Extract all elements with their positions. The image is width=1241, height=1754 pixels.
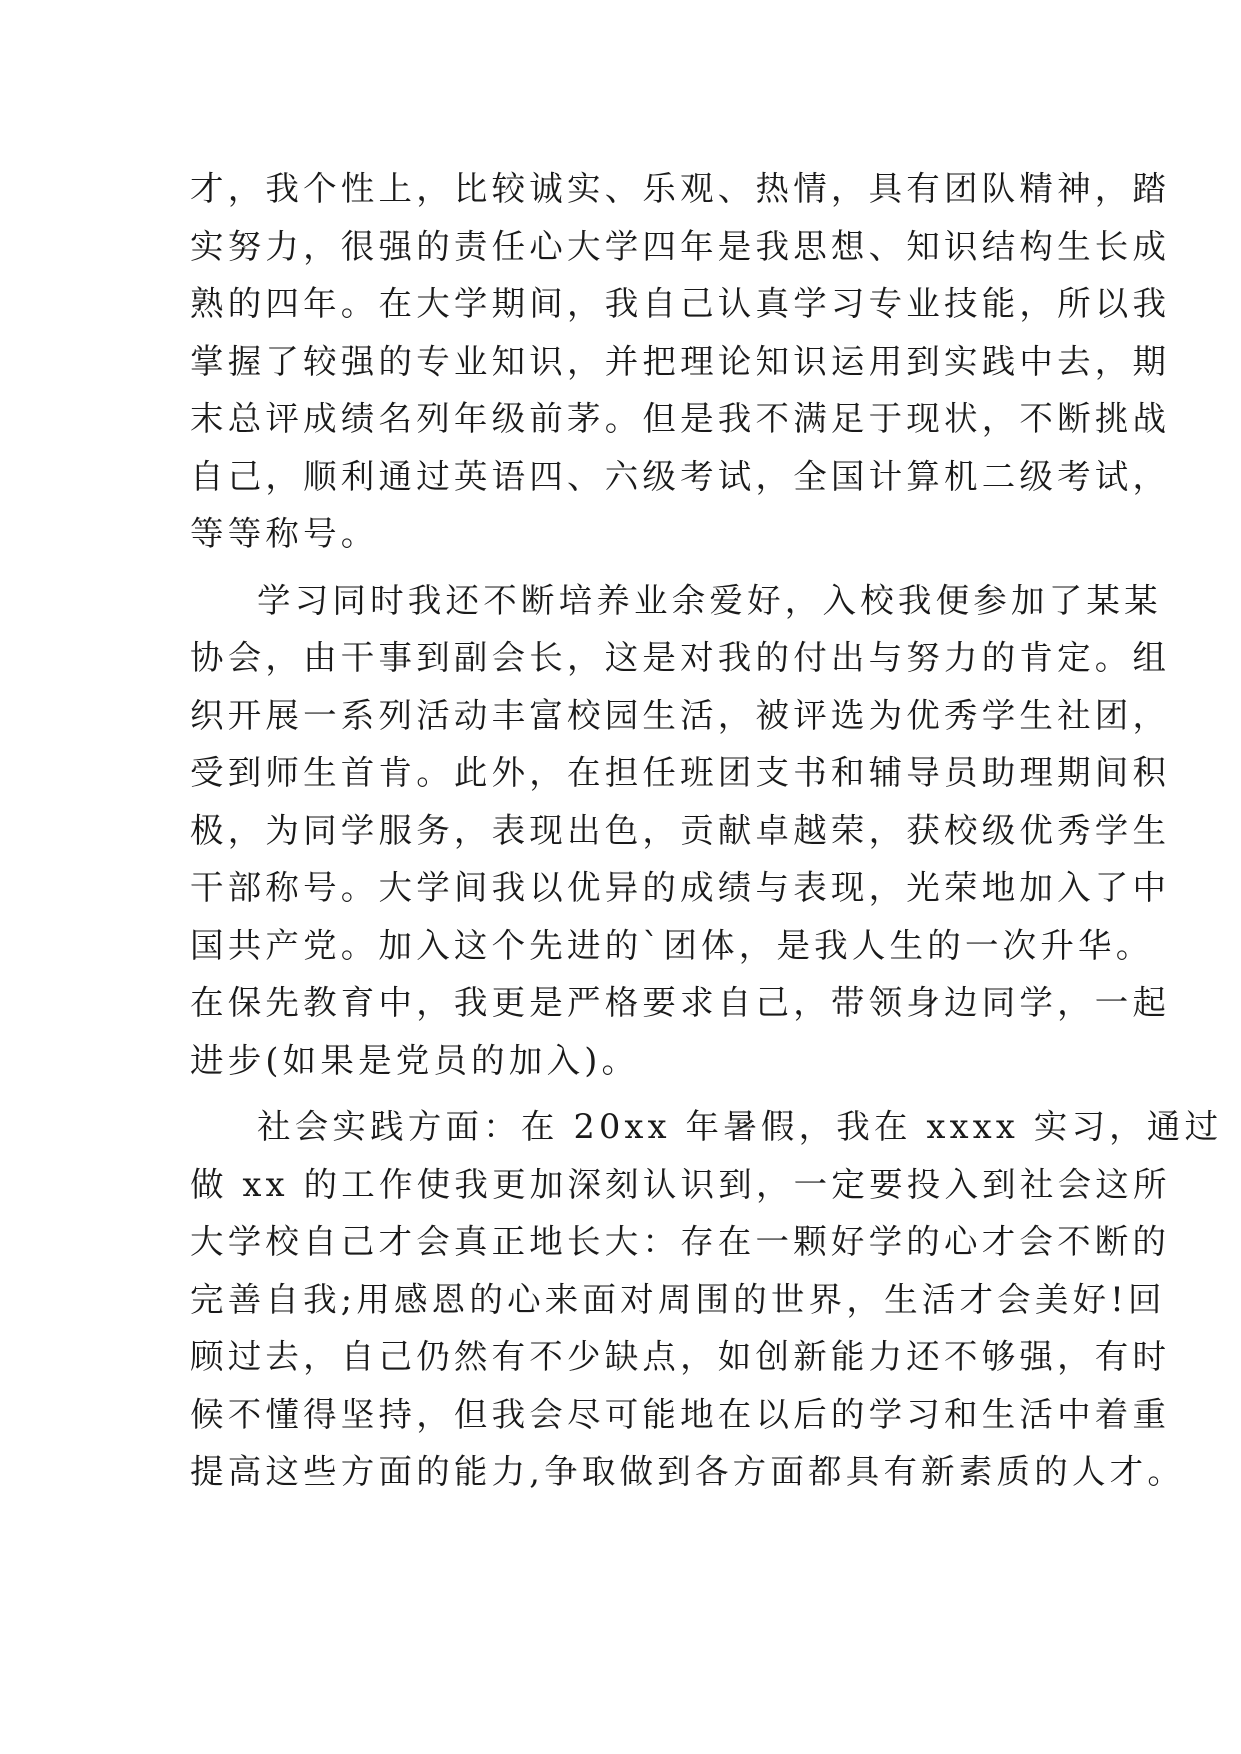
text-line: 受到师生首肯。此外，在担任班团支书和辅导员助理期间积 xyxy=(190,753,1171,792)
text-line: 顾过去，自己仍然有不少缺点，如创新能力还不够强，有时 xyxy=(190,1337,1171,1376)
text-line: 掌握了较强的专业知识，并把理论知识运用到实践中去，期 xyxy=(190,341,1171,381)
text-line: 国共产党。加入这个先进的`团体，是我人生的一次升华。 xyxy=(190,925,1154,965)
text-line: 完善自我;用感恩的心来面对周围的世界，生活才会美好!回 xyxy=(190,1279,1166,1319)
text-line: 社会实践方面：在 20xx 年暑假，我在 xxxx 实习，通过 xyxy=(257,1107,1223,1146)
text-line: 末总评成绩名列年级前茅。但是我不满足于现状，不断挑战 xyxy=(190,399,1171,438)
text-line: 学习同时我还不断培养业余爱好，入校我便参加了某某 xyxy=(257,580,1162,620)
text-line: 极，为同学服务，表现出色，贡献卓越荣，获校级优秀学生 xyxy=(190,810,1171,850)
text-line: 在保先教育中，我更是严格要求自己，带领身边同学，一起 xyxy=(190,983,1171,1022)
text-line: 做 xx 的工作使我更加深刻认识到，一定要投入到社会这所 xyxy=(190,1164,1171,1204)
text-line: 协会，由干事到副会长，这是对我的付出与努力的肯定。组 xyxy=(190,638,1171,677)
text-line: 织开展一系列活动丰富校园生活，被评选为优秀学生社团， xyxy=(190,695,1171,735)
text-line: 等等称号。 xyxy=(190,514,379,553)
text-line: 才，我个性上，比较诚实、乐观、热情，具有团队精神，踏 xyxy=(190,169,1171,208)
paragraph-social-practice xyxy=(190,1098,1223,1501)
document-body xyxy=(190,160,1223,1501)
text-line: 大学校自己才会真正地长大：存在一颗好学的心才会不断的 xyxy=(190,1222,1171,1261)
text-line: 进步(如果是党员的加入)。 xyxy=(190,1040,640,1080)
text-line: 干部称号。大学间我以优异的成绩与表现，光荣地加入了中 xyxy=(190,868,1171,907)
text-line: 候不懂得坚持，但我会尽可能地在以后的学习和生活中着重 xyxy=(190,1394,1171,1434)
text-line: 提高这些方面的能力,争取做到各方面都具有新素质的人才。 xyxy=(190,1452,1186,1491)
paragraph-self-evaluation xyxy=(190,160,1171,563)
text-line: 自己，顺利通过英语四、六级考试，全国计算机二级考试， xyxy=(190,456,1171,496)
text-line: 实努力，很强的责任心大学四年是我思想、知识结构生长成 xyxy=(190,226,1171,266)
paragraph-activities xyxy=(190,572,1171,1090)
text-line: 熟的四年。在大学期间，我自己认真学习专业技能，所以我 xyxy=(190,284,1171,323)
